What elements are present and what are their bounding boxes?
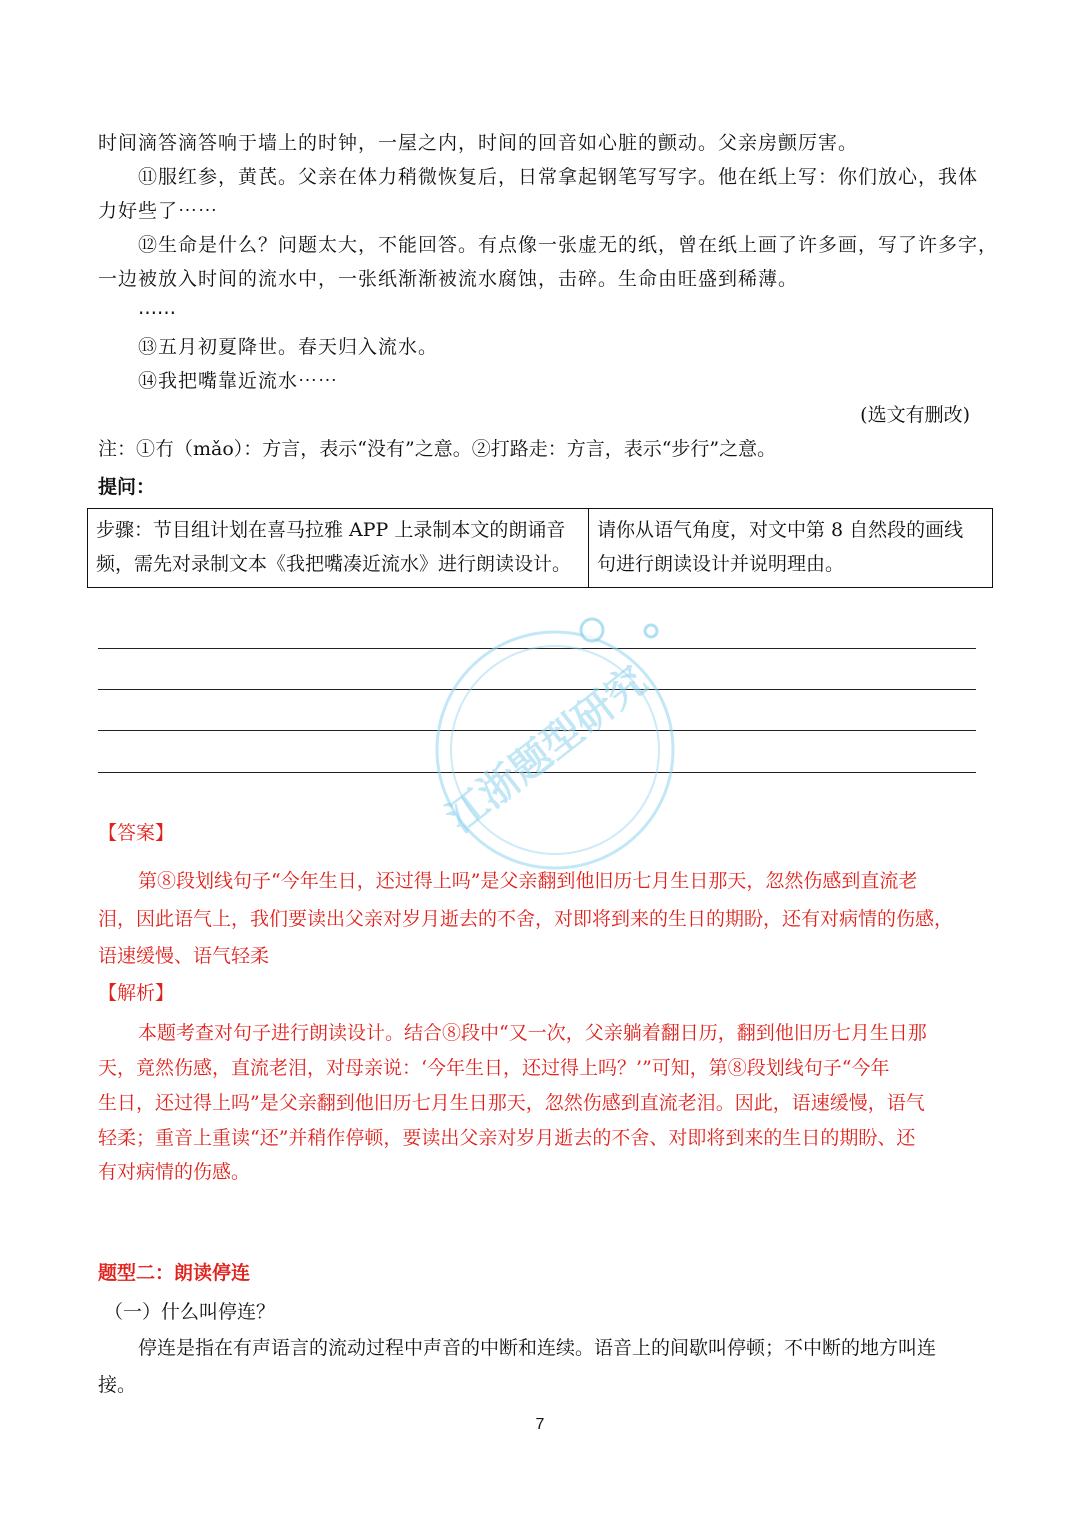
answer-writing-line [98,689,976,690]
passage-ellipsis: ⋯⋯ [138,302,176,324]
question-step-line1: 步骤：节目组计划在喜马拉雅 APP 上录制本文的朗诵音 [96,519,566,541]
passage-paragraph-11-line1: ⑪服红参，黄芪。父亲在体力稍微恢复后，日常拿起钢笔写写字。他在纸上写：你们放心，我体 [138,166,979,188]
watermark-dot-small [645,625,657,637]
analysis-line-5: 有对病情的伤感。 [98,1161,251,1183]
passage-paragraph-11-line2: 力好些了⋯⋯ [98,200,219,222]
question-step-cell [88,509,589,588]
question-table [87,508,993,588]
answer-line-3: 语速缓慢、语气轻柔 [98,945,270,967]
watermark-text: 江浙题型研究 [438,657,656,842]
analysis-line-3: 生日，还过得上吗”是父亲翻到他旧历七月生日那天，忽然伤感到直流老泪。因此，语速缓慢，语气 [98,1092,925,1114]
question-step-line2: 频，需先对录制文本《我把嘴凑近流水》进行朗读设计。 [96,553,572,575]
passage-paragraph-1: 时间滴答滴答响于墙上的时钟，一屋之内，时间的回音如心脏的颤动。父亲房颤厉害。 [98,132,859,154]
question-heading: 提问： [98,476,156,498]
answer-writing-line [98,648,976,649]
section-heading: 题型二：朗读停连 [98,1262,251,1284]
answer-line-1: 第⑧段划线句子“今年生日，还过得上吗”是父亲翻到他旧历七月生日那天，忽然伤感到直流老 [138,870,918,892]
page-number: 7 [535,1416,545,1433]
passage-paragraph-12-line2: 一边被放入时间的流水中，一张纸渐渐被流水腐蚀，击碎。生命由旺盛到稀薄。 [98,268,799,290]
question-prompt-cell [589,509,993,588]
answer-heading: 【答案】 [98,822,175,844]
section-body-line-1: 停连是指在有声语言的流动过程中声音的中断和连续。语音上的间歇叫停顿；不中断的地方叫连 [138,1337,937,1359]
source-note: (选文有删改) [860,404,970,426]
watermark-dot-large [581,619,603,641]
analysis-line-1: 本题考查对句子进行朗读设计。结合⑧段中“又一次，父亲躺着翻日历，翻到他旧历七月生日那 [138,1022,927,1044]
passage-paragraph-13: ⑬五月初夏降世。春天归入流水。 [138,336,439,358]
question-prompt-line1: 请你从语气角度，对文中第 8 自然段的画线 [597,519,964,541]
answer-line-2: 泪，因此语气上，我们要读出父亲对岁月逝去的不舍，对即将到来的生日的期盼，还有对病情的伤感， [98,908,954,930]
passage-paragraph-14: ⑭我把嘴靠近流水⋯⋯ [138,370,339,392]
analysis-line-2: 天，竟然伤感，直流老泪，对母亲说：‘今年生日，还过得上吗？’”可知，第⑧段划线句子“今年 [98,1057,890,1079]
passage-paragraph-12-line1: ⑫生命是什么？问题太大，不能回答。有点像一张虚无的纸，曾在纸上画了许多画，写了许多字， [138,234,999,256]
answer-writing-line [98,772,976,773]
analysis-line-4: 轻柔；重音上重读“还”并稍作停顿，要读出父亲对岁月逝去的不舍、对即将到来的生日的期盼、还 [98,1127,916,1149]
analysis-heading: 【解析】 [98,982,175,1004]
answer-writing-line [98,730,976,731]
footnote: 注：①冇（mǎo）：方言，表示“没有”之意。②打路走：方言，表示“步行”之意。 [98,438,777,460]
question-prompt-line2: 句进行朗读设计并说明理由。 [597,553,845,575]
section-body-line-2: 接。 [98,1374,137,1396]
section-subheading: （一）什么叫停连？ [104,1301,276,1323]
